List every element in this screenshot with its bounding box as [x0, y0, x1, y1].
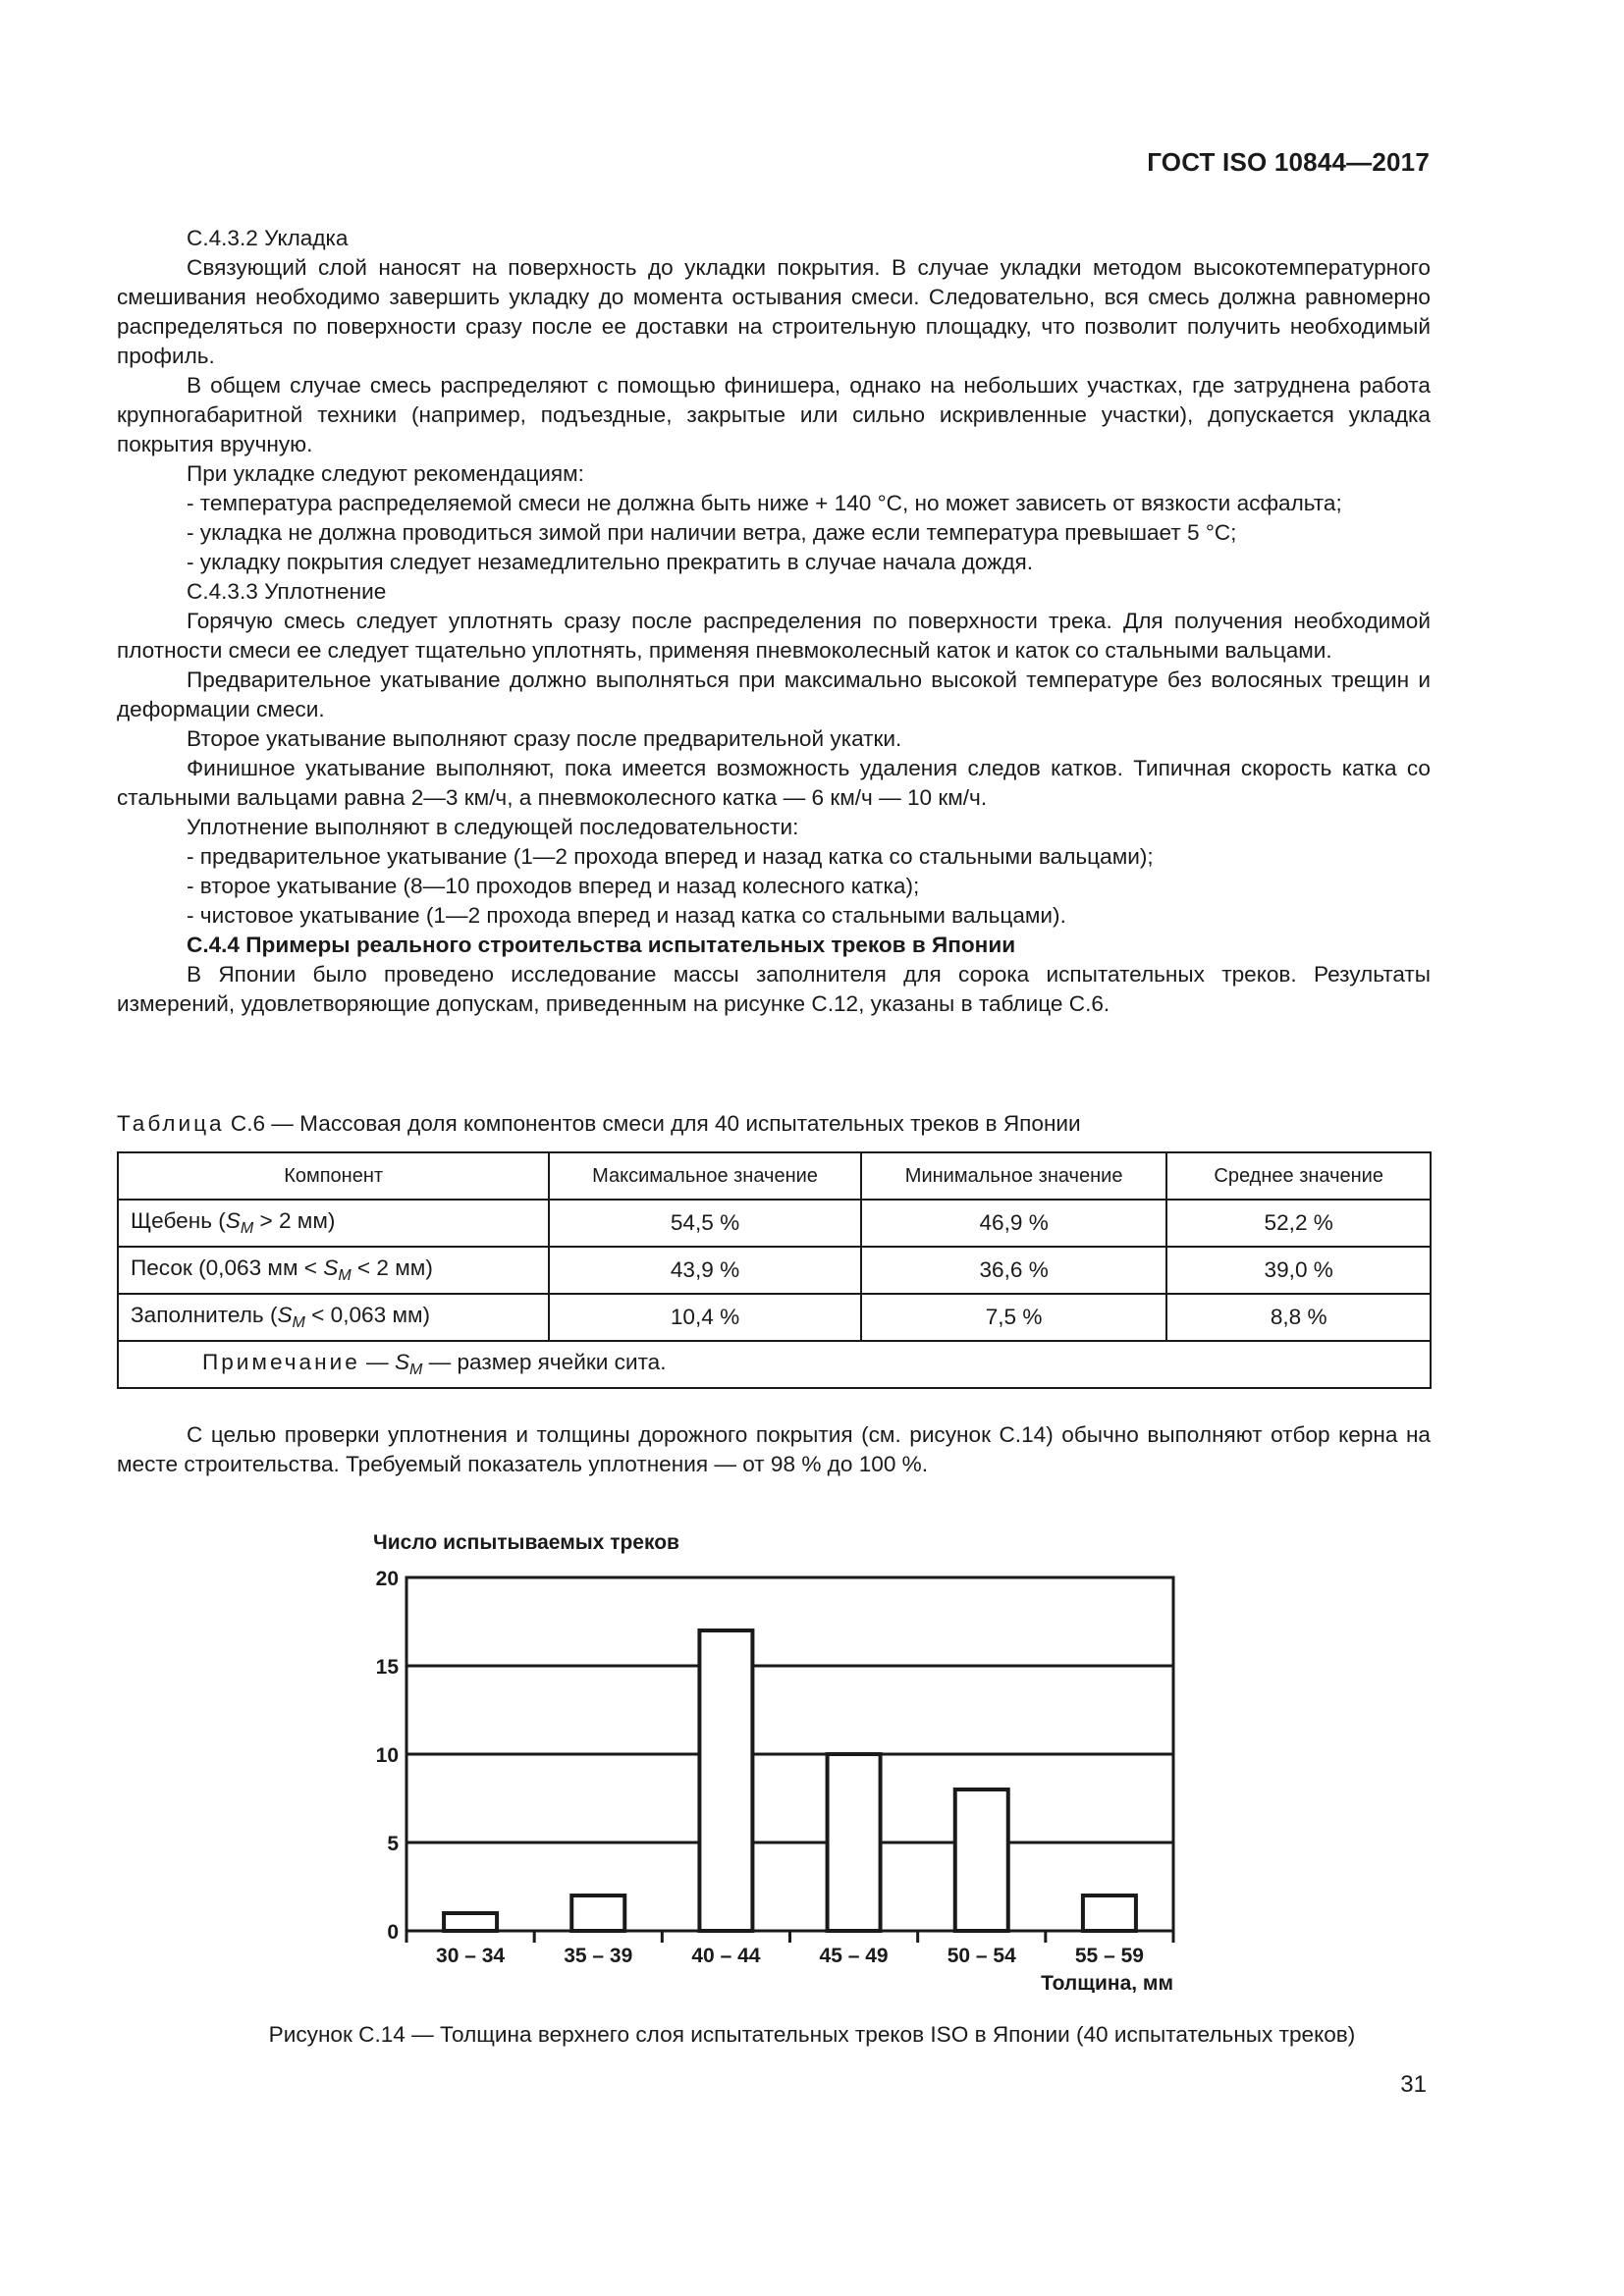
paragraph: Уплотнение выполняют в следующей последовательности:	[187, 815, 799, 839]
list-item: - укладку покрытия следует незамедлительно прекратить в случае начала дождя.	[187, 550, 1034, 574]
body-text	[117, 224, 1431, 1019]
list-item: - второе укатывание (8—10 проходов вперед и назад колесного катка);	[187, 874, 920, 898]
bar	[955, 1789, 1008, 1931]
list-item: - чистовое укатывание (1—2 прохода вперед и назад катка со стальными вальцами).	[187, 903, 1066, 928]
bar	[571, 1896, 624, 1931]
table-header-row	[118, 1152, 1431, 1200]
components-table	[117, 1151, 1432, 1389]
cell-max: 10,4 %	[549, 1294, 861, 1341]
table-row	[118, 1247, 1431, 1294]
paragraph: Второе укатывание выполняют сразу после предварительной укатки.	[187, 726, 902, 751]
list-item: - предварительное укатывание (1—2 прохода вперед и назад катка со стальными вальцами);	[187, 844, 1154, 869]
cell-min: 7,5 %	[861, 1294, 1167, 1341]
table-caption-text: С.6 — Массовая доля компонентов смеси для 40 испытательных треков в Японии	[224, 1111, 1081, 1136]
y-tick-label: 10	[375, 1744, 399, 1767]
cell-component: Щебень ($S_M > 2$ мм)	[118, 1200, 549, 1247]
cell-min: 46,9 %	[861, 1200, 1167, 1247]
paragraph: Предварительное укатывание должно выполняться при максимально высокой температуре без волосяных трещин и деформации смеси.	[117, 667, 1431, 721]
x-tick-label: 40 – 44	[691, 1945, 761, 1967]
x-tick-label: 50 – 54	[947, 1945, 1016, 1967]
cell-avg: 39,0 %	[1166, 1247, 1431, 1294]
thickness-histogram	[363, 1522, 1188, 1993]
paragraph: С.4.3.2 Укладка	[187, 226, 349, 250]
paragraph: В общем случае смесь распределяют с помощью финишера, однако на небольших участках, где затруднена работа крупногабаритной техники (например, подъездные, закрытые или сильно искривленные участки), допускается укладка покрытия вручную.	[117, 373, 1431, 456]
document-code: ГОСТ ISO 10844—2017	[1147, 147, 1430, 177]
header-component: Компонент	[118, 1152, 549, 1200]
bar	[1083, 1896, 1136, 1931]
bar	[444, 1913, 497, 1931]
table-row	[118, 1200, 1431, 1247]
figure-caption: Рисунок С.14 — Толщина верхнего слоя испытательных треков ISO в Японии (40 испытательных треков)	[268, 2022, 1356, 2047]
x-axis-label: Толщина, мм	[1041, 1972, 1173, 1993]
paragraph: С целью проверки уплотнения и толщины дорожного покрытия (см. рисунок С.14) обычно выполняют отбор керна на месте строительства. Требуемый показатель уплотнения — от 98 % до 100 %.	[117, 1422, 1431, 1476]
list-item: - укладка не должна проводиться зимой при наличии ветра, даже если температура превышает 5 °С;	[187, 520, 1237, 545]
paragraph: При укладке следуют рекомендациям:	[187, 461, 584, 486]
y-tick-label: 0	[387, 1921, 399, 1944]
bar	[828, 1754, 881, 1931]
cell-max: 54,5 %	[549, 1200, 861, 1247]
after-table-text	[117, 1420, 1431, 1479]
header-avg: Среднее значение	[1166, 1152, 1431, 1200]
x-tick-label: 55 – 59	[1074, 1945, 1144, 1967]
list-item: - температура распределяемой смеси не должна быть ниже + 140 °С, но может зависеть от вязкости асфальта;	[187, 491, 1342, 515]
y-tick-label: 15	[375, 1656, 399, 1679]
x-tick-label: 30 – 34	[436, 1945, 506, 1967]
table-note: Примечание — $S_M$ — размер ячейки сита.	[118, 1341, 1431, 1388]
table-caption-label: Таблица	[117, 1111, 225, 1136]
cell-component: Песок (0,063 мм < $S_M < 2$ мм)	[118, 1247, 549, 1294]
table-caption	[117, 1109, 1081, 1139]
x-tick-label: 45 – 49	[819, 1945, 889, 1967]
x-tick-label: 35 – 39	[564, 1945, 633, 1967]
page-number: 31	[1400, 2071, 1427, 2098]
y-tick-label: 20	[375, 1568, 399, 1590]
bar	[699, 1630, 752, 1931]
paragraph: В Японии было проведено исследование массы заполнителя для сорока испытательных треков. Результаты измерений, удовлетворяющие допускам, приведенным на рисунке С.12, указаны в таблице С.6.	[117, 962, 1431, 1016]
cell-min: 36,6 %	[861, 1247, 1167, 1294]
paragraph: Связующий слой наносят на поверхность до укладки покрытия. В случае укладки методом высокотемпературного смешивания необходимо завершить укладку до момента остывания смеси. Следовательно, вся смесь должна равномерно распределяться по поверхности сразу после ее доставки на строительную площадку, что позволит получить необходимый профиль.	[117, 255, 1431, 368]
table-note-row	[118, 1341, 1431, 1388]
cell-component: Заполнитель ($S_M < 0,063$ мм)	[118, 1294, 549, 1341]
cell-avg: 8,8 %	[1166, 1294, 1431, 1341]
header-max: Максимальное значение	[549, 1152, 861, 1200]
paragraph: Горячую смесь следует уплотнять сразу после распределения по поверхности трека. Для получения необходимой плотности смеси ее следует тщательно уплотнять, применяя пневмоколесный каток и каток со стальными вальцами.	[117, 609, 1431, 663]
y-axis-label: Число испытываемых треков	[373, 1531, 679, 1554]
section-heading: С.4.4 Примеры реального строительства испытательных треков в Японии	[187, 933, 1016, 957]
cell-avg: 52,2 %	[1166, 1200, 1431, 1247]
paragraph: Финишное укатывание выполняют, пока имеется возможность удаления следов катков. Типичная скорость катка со стальными вальцами равна 2—3 км/ч, а пневмоколесного катка — 6 км/ч — 10 км/ч.	[117, 756, 1431, 810]
paragraph: С.4.3.3 Уплотнение	[187, 579, 387, 604]
header-min: Минимальное значение	[861, 1152, 1167, 1200]
table-row	[118, 1294, 1431, 1341]
cell-max: 43,9 %	[549, 1247, 861, 1294]
y-tick-label: 5	[387, 1833, 399, 1855]
